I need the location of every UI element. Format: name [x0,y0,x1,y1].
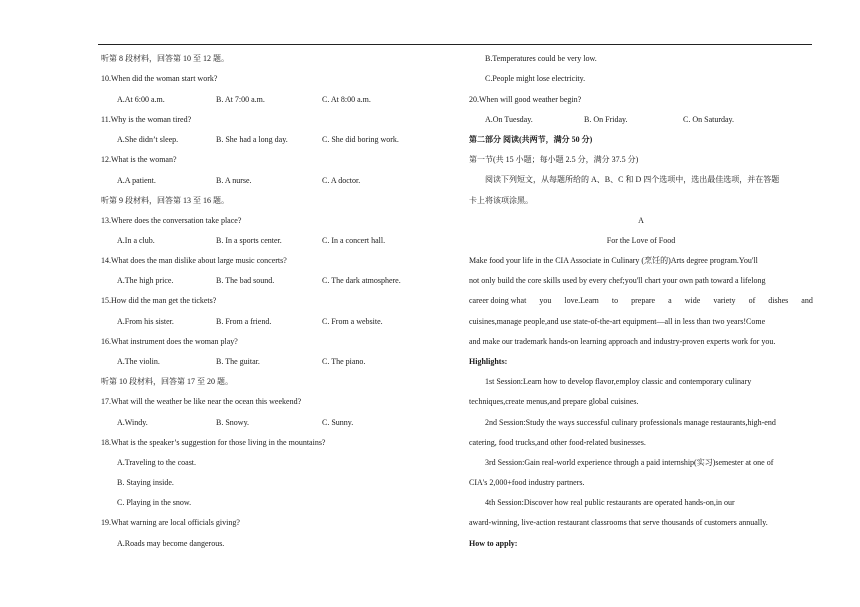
passage-title: For the Love of Food [606,236,676,245]
highlights-heading: Highlights: [469,357,508,366]
session-4-line-2: award-winning, live-action restaurant classrooms that serve thousands of customers annually. [469,518,768,527]
question-20: 20.When will good weather begin? [469,95,582,104]
paragraph-line-5: and make our trademark hands-on learning approach and industry-proven experts work for you. [469,337,776,346]
word: dishes [768,296,789,305]
option-15a: A.From his sister. [117,317,174,326]
session-1-line-1: 1st Session:Learn how to develop flavor,employ classic and contemporary culinary [485,377,752,386]
option-11b: B. She had a long day. [216,135,288,144]
option-10c: C. At 8:00 a.m. [322,95,371,104]
option-16a: A.The violin. [117,357,160,366]
option-16b: B. The guitar. [216,357,260,366]
word: a [668,296,672,305]
option-20a: A.On Tuesday. [485,115,533,124]
passage-letter: A [638,216,644,225]
word: and [801,296,813,305]
word: you [539,296,552,305]
option-19c: C.People might lose electricity. [485,74,586,83]
option-14b: B. The bad sound. [216,276,275,285]
word: to [611,296,619,305]
option-14a: A.The high price. [117,276,174,285]
question-12: 12.What is the woman? [101,155,177,164]
paragraph-line-2: not only build the core skills used by every chef;you'll chart your own path toward a lifelong [469,276,766,285]
word: variety [713,296,736,305]
section-intro-10: 听第 10 段材料，回答第 17 至 20 题。 [101,377,233,386]
question-15: 15.How did the man get the tickets? [101,296,217,305]
session-1-line-2: techniques,create menus,and prepare global cuisines. [469,397,639,406]
question-10: 10.When did the woman start work? [101,74,218,83]
option-17b: B. Snowy. [216,418,250,427]
option-15c: C. From a website. [322,317,383,326]
option-13b: B. In a sports center. [216,236,282,245]
session-3-line-2: CIA's 2,000+food industry partners. [469,478,585,487]
how-to-apply-heading: How to apply: [469,539,518,548]
question-17: 17.What will the weather be like near the ocean this weekend? [101,397,302,406]
question-13: 13.Where does the conversation take place? [101,216,242,225]
option-17c: C. Sunny. [322,418,354,427]
session-4-line-1: 4th Session:Discover how real public restaurants are operated hands-on,in our [485,498,735,507]
paragraph-line-4: cuisines,manage people,and use state-of-the-art equipment—all in less than two years!Come [469,317,766,326]
question-14: 14.What does the man dislike about large music concerts? [101,256,287,265]
word: wide [684,296,701,305]
option-13c: C. In a concert hall. [322,236,386,245]
word: of [748,296,756,305]
section-intro-8: 听第 8 段材料，回答第 10 至 12 题。 [101,54,229,63]
question-19: 19.What warning are local officials giving? [101,518,240,527]
session-2-line-2: catering, food trucks,and other food-related businesses. [469,438,646,447]
option-10a: A.At 6:00 a.m. [117,95,165,104]
session-3-line-1: 3rd Session:Gain real-world experience through a paid internship(实习)semester at one of [485,458,774,467]
word: career doing what [469,296,527,305]
option-17a: A.Windy. [117,418,148,427]
option-14c: C. The dark atmosphere. [322,276,401,285]
paragraph-line-1: Make food your life in the CIA Associate in Culinary (烹饪的)Arts degree program.You'll [469,256,758,265]
header-rule [98,44,812,45]
paragraph-line-3 [469,297,813,305]
word: prepare [631,296,656,305]
option-15b: B. From a friend. [216,317,272,326]
option-20b: B. On Friday. [584,115,628,124]
option-16c: C. The piano. [322,357,366,366]
section-one-heading: 第一节(共 15 小题；每小题 2.5 分，满分 37.5 分) [469,155,639,164]
option-12c: C. A doctor. [322,176,361,185]
option-19b: B.Temperatures could be very low. [485,54,597,63]
question-18: 18.What is the speaker’s suggestion for those living in the mountains? [101,438,326,447]
section-intro-9: 听第 9 段材料，回答第 13 至 16 题。 [101,196,229,205]
option-19a: A.Roads may become dangerous. [117,539,225,548]
option-11a: A.She didn’t sleep. [117,135,179,144]
instructions-line-1: 阅读下列短文，从每题所给的 A、B、C 和 D 四个选项中，选出最佳选项，并在答题 [485,175,780,184]
option-12b: B. A nurse. [216,176,252,185]
option-12a: A.A patient. [117,176,156,185]
option-20c: C. On Saturday. [683,115,735,124]
option-10b: B. At 7:00 a.m. [216,95,265,104]
instructions-line-2: 卡上将该项涂黑。 [469,196,533,205]
question-16: 16.What instrument does the woman play? [101,337,238,346]
question-11: 11.Why is the woman tired? [101,115,192,124]
option-11c: C. She did boring work. [322,135,399,144]
option-18c: C. Playing in the snow. [117,498,192,507]
session-2-line-1: 2nd Session:Study the ways successful culinary professionals manage restaurants,high-end [485,418,776,427]
part-two-heading: 第二部分 阅读(共两节，满分 50 分) [469,135,593,144]
option-18a: A.Traveling to the coast. [117,458,197,467]
option-13a: A.In a club. [117,236,155,245]
word: love.Learn [564,296,599,305]
option-18b: B. Staying inside. [117,478,174,487]
